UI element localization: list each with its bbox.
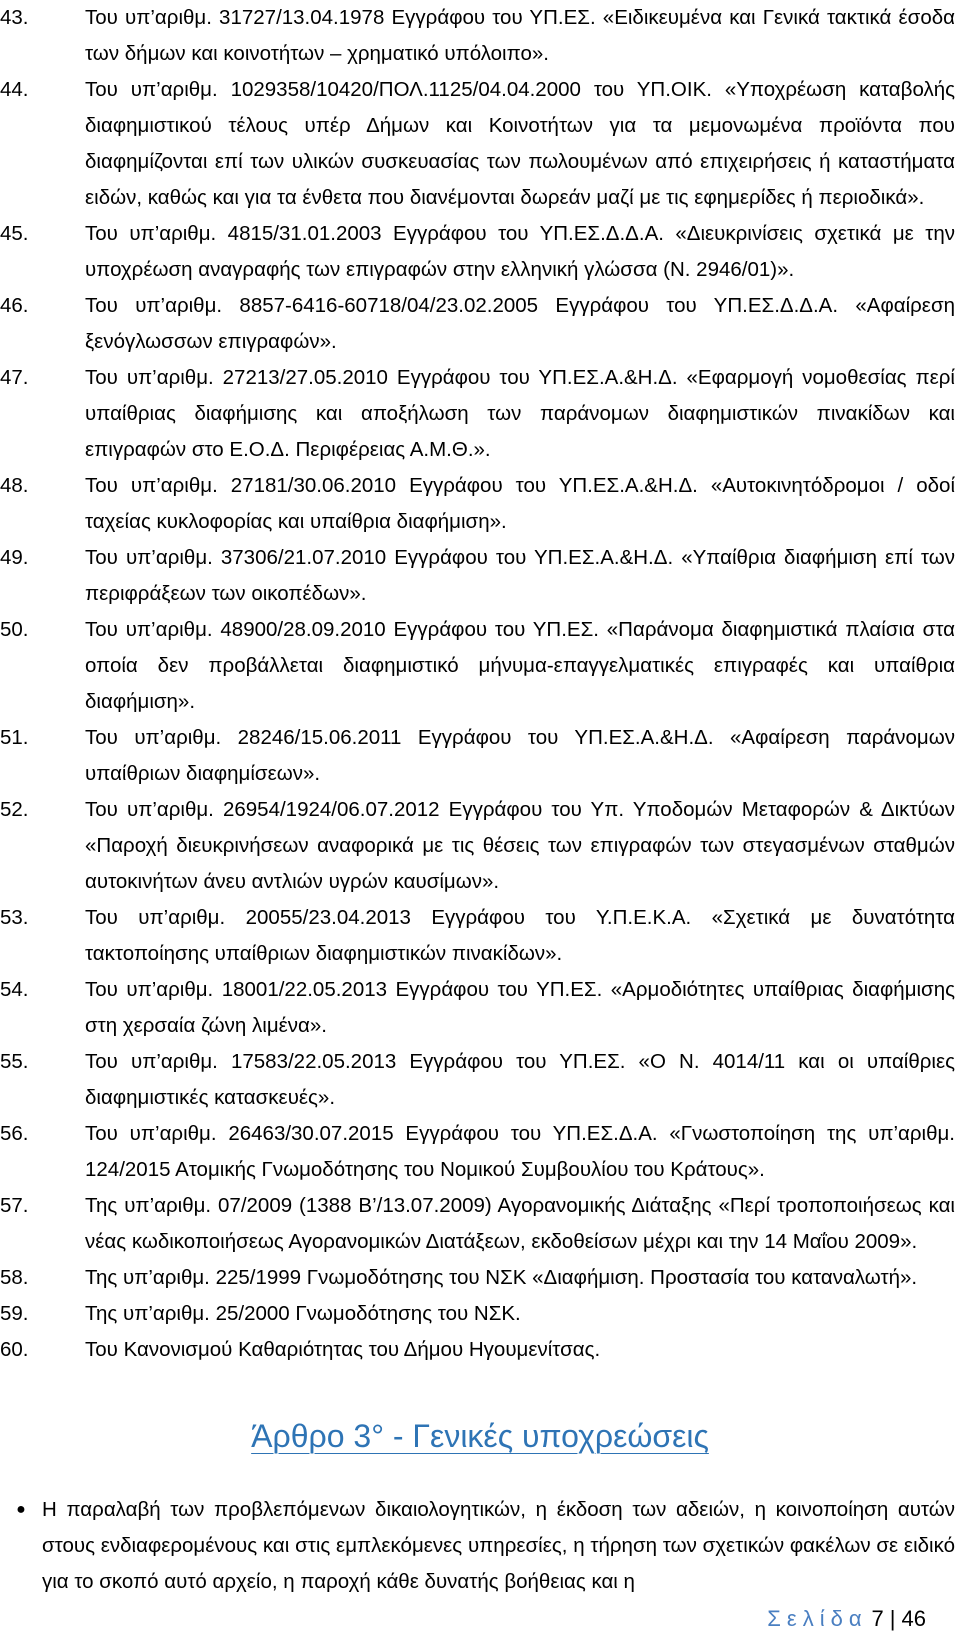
item-text: Του υπ’αριθμ. 4815/31.01.2003 Εγγράφου του ΥΠ.ΕΣ.Δ.Δ.Α. «Διευκρινίσεις σχετικά με την υποχρέωση αναγραφής των επιγραφών στην ελληνική γλώσσα (Ν. 2946/01)». bbox=[85, 222, 955, 281]
item-text: Του υπ’αριθμ. 48900/28.09.2010 Εγγράφου του ΥΠ.ΕΣ. «Παράνομα διαφημιστικά πλαίσια στα οποία δεν προβάλλεται διαφημιστικό μήνυμα-επαγγελματικές επιγραφές και υπαίθρια διαφήμιση». bbox=[85, 618, 955, 713]
item-number: 44. bbox=[0, 78, 29, 101]
bullet-paragraph bbox=[0, 1492, 960, 1600]
list-item bbox=[0, 612, 960, 720]
bullet-text: Η παραλαβή των προβλεπόμενων δικαιολογητικών, η έκδοση των αδειών, η κοινοποίηση αυτών στους ενδιαφερομένους και στις εμπλεκόμενες υπηρεσίες, η τήρηση των σχετικών φακέλων σε ειδικό για το σκοπό αυτό αρχείο, η παροχή κάθε δυνατής βοήθειας και η bbox=[42, 1498, 955, 1593]
item-text: Του υπ’αριθμ. 26463/30.07.2015 Εγγράφου του ΥΠ.ΕΣ.Δ.Α. «Γνωστοποίηση της υπ’αριθμ. 124/2015 Ατομικής Γνωμοδότησης του Νομικού Συμβουλίου του Κράτους». bbox=[85, 1122, 955, 1181]
list-item bbox=[0, 540, 960, 612]
list-item bbox=[0, 1260, 960, 1296]
list-item bbox=[0, 1188, 960, 1260]
item-number: 51. bbox=[0, 726, 29, 749]
list-item bbox=[0, 1044, 960, 1116]
item-text: Του υπ’αριθμ. 20055/23.04.2013 Εγγράφου του Υ.Π.Ε.Κ.Α. «Σχετικά με δυνατότητα τακτοποίησης υπαίθριων διαφημιστικών πινακίδων». bbox=[85, 906, 955, 965]
list-item bbox=[0, 720, 960, 792]
page-footer bbox=[767, 1603, 926, 1635]
item-text: Του υπ’αριθμ. 18001/22.05.2013 Εγγράφου του ΥΠ.ΕΣ. «Αρμοδιότητες υπαίθριας διαφήμισης στη χερσαία ζώνη λιμένα». bbox=[85, 978, 955, 1037]
list-item bbox=[0, 72, 960, 216]
bullet-icon: ● bbox=[16, 1501, 26, 1518]
list-item bbox=[0, 288, 960, 360]
item-number: 48. bbox=[0, 474, 29, 497]
item-text: Του υπ’αριθμ. 27181/30.06.2010 Εγγράφου του ΥΠ.ΕΣ.Α.&Η.Δ. «Αυτοκινητόδρομοι / οδοί ταχείας κυκλοφορίας και υπαίθρια διαφήμιση». bbox=[85, 474, 955, 533]
item-number: 45. bbox=[0, 222, 29, 245]
item-number: 54. bbox=[0, 978, 29, 1001]
item-number: 58. bbox=[0, 1266, 29, 1289]
list-item bbox=[0, 972, 960, 1044]
item-number: 53. bbox=[0, 906, 29, 929]
item-text: Του υπ’αριθμ. 26954/1924/06.07.2012 Εγγράφου του Υπ. Υποδομών Μεταφορών & Δικτύων «Παροχή διευκρινήσεων αναφορικά με τις θέσεις των επιγραφών των στεγασμένων σταθμών αυτοκινήτων άνευ αντλιών υγρών καυσίμων». bbox=[85, 798, 955, 893]
list-item bbox=[0, 1116, 960, 1188]
item-number: 55. bbox=[0, 1050, 29, 1073]
footer-page-total: 46 bbox=[901, 1606, 926, 1631]
item-text: Του υπ’αριθμ. 31727/13.04.1978 Εγγράφου του ΥΠ.ΕΣ. «Ειδικευμένα και Γενικά τακτικά έσοδα των δήμων και κοινοτήτων – χρηματικό υπόλοιπο». bbox=[85, 6, 955, 65]
item-text: Της υπ’αριθμ. 225/1999 Γνωμοδότησης του ΝΣΚ «Διαφήμιση. Προστασία του καταναλωτή». bbox=[85, 1266, 918, 1289]
section-heading: Άρθρο 3° - Γενικές υποχρεώσεις bbox=[251, 1418, 709, 1454]
item-number: 43. bbox=[0, 6, 29, 29]
list-item bbox=[0, 0, 960, 72]
list-item bbox=[0, 1296, 960, 1332]
item-text: Του υπ’αριθμ. 8857-6416-60718/04/23.02.2005 Εγγράφου του ΥΠ.ΕΣ.Δ.Δ.Α. «Αφαίρεση ξενόγλωσσων επιγραφών». bbox=[85, 294, 955, 353]
item-number: 56. bbox=[0, 1122, 29, 1145]
item-number: 57. bbox=[0, 1194, 29, 1217]
list-item bbox=[0, 468, 960, 540]
list-item bbox=[0, 216, 960, 288]
item-text: Της υπ’αριθμ. 25/2000 Γνωμοδότησης του ΝΣΚ. bbox=[85, 1302, 521, 1325]
list-item bbox=[0, 1332, 960, 1368]
item-text: Του υπ’αριθμ. 37306/21.07.2010 Εγγράφου του ΥΠ.ΕΣ.Α.&Η.Δ. «Υπαίθρια διαφήμιση επί των περιφράξεων των οικοπέδων». bbox=[85, 546, 955, 605]
footer-page-label: Σελίδα bbox=[767, 1606, 868, 1631]
item-text: Του υπ’αριθμ. 1029358/10420/ΠΟΛ.1125/04.04.2000 του ΥΠ.ΟΙΚ. «Υποχρέωση καταβολής διαφημιστικού τέλους υπέρ Δήμων και Κοινοτήτων για τα μεμονωμένα προϊόντα που διαφημίζονται επί των υλικών συσκευασίας των πωλουμένων από επιχειρήσεις ή καταστήματα ειδών, καθώς και για τα ένθετα που διανέμονται δωρεάν μαζί με τις εφημερίδες ή περιοδικά». bbox=[85, 78, 955, 209]
item-text: Του υπ’αριθμ. 17583/22.05.2013 Εγγράφου του ΥΠ.ΕΣ. «Ο Ν. 4014/11 και οι υπαίθριες διαφημιστικές κατασκευές». bbox=[85, 1050, 955, 1109]
item-number: 49. bbox=[0, 546, 29, 569]
item-number: 60. bbox=[0, 1338, 29, 1361]
item-number: 50. bbox=[0, 618, 29, 641]
item-number: 52. bbox=[0, 798, 29, 821]
footer-page-number: 7 bbox=[871, 1606, 884, 1631]
item-text: Του υπ’αριθμ. 27213/27.05.2010 Εγγράφου του ΥΠ.ΕΣ.Α.&Η.Δ. «Εφαρμογή νομοθεσίας περί υπαίθριας διαφήμισης και αποξήλωση των παράνομων διαφημιστικών πινακίδων και επιγραφών στο Ε.Ο.Δ. Περιφέρειας Α.Μ.Θ.». bbox=[85, 366, 955, 461]
item-number: 46. bbox=[0, 294, 29, 317]
item-text: Του υπ’αριθμ. 28246/15.06.2011 Εγγράφου του ΥΠ.ΕΣ.Α.&Η.Δ. «Αφαίρεση παράνομων υπαίθριων διαφημίσεων». bbox=[85, 726, 955, 785]
footer-separator: | bbox=[889, 1606, 896, 1631]
item-number: 59. bbox=[0, 1302, 29, 1325]
list-item bbox=[0, 900, 960, 972]
list-item bbox=[0, 360, 960, 468]
item-text: Του Κανονισμού Καθαριότητας του Δήμου Ηγουμενίτσας. bbox=[85, 1338, 601, 1361]
item-number: 47. bbox=[0, 366, 29, 389]
item-text: Της υπ’αριθμ. 07/2009 (1388 Β’/13.07.2009) Αγορανομικής Διάταξης «Περί τροποποιήσεως και νέας κωδικοποιήσεως Αγορανομικών Διατάξεων, εκδοθείσων μέχρι και την 14 Μαΐου 2009». bbox=[85, 1194, 955, 1253]
list-item bbox=[0, 792, 960, 900]
